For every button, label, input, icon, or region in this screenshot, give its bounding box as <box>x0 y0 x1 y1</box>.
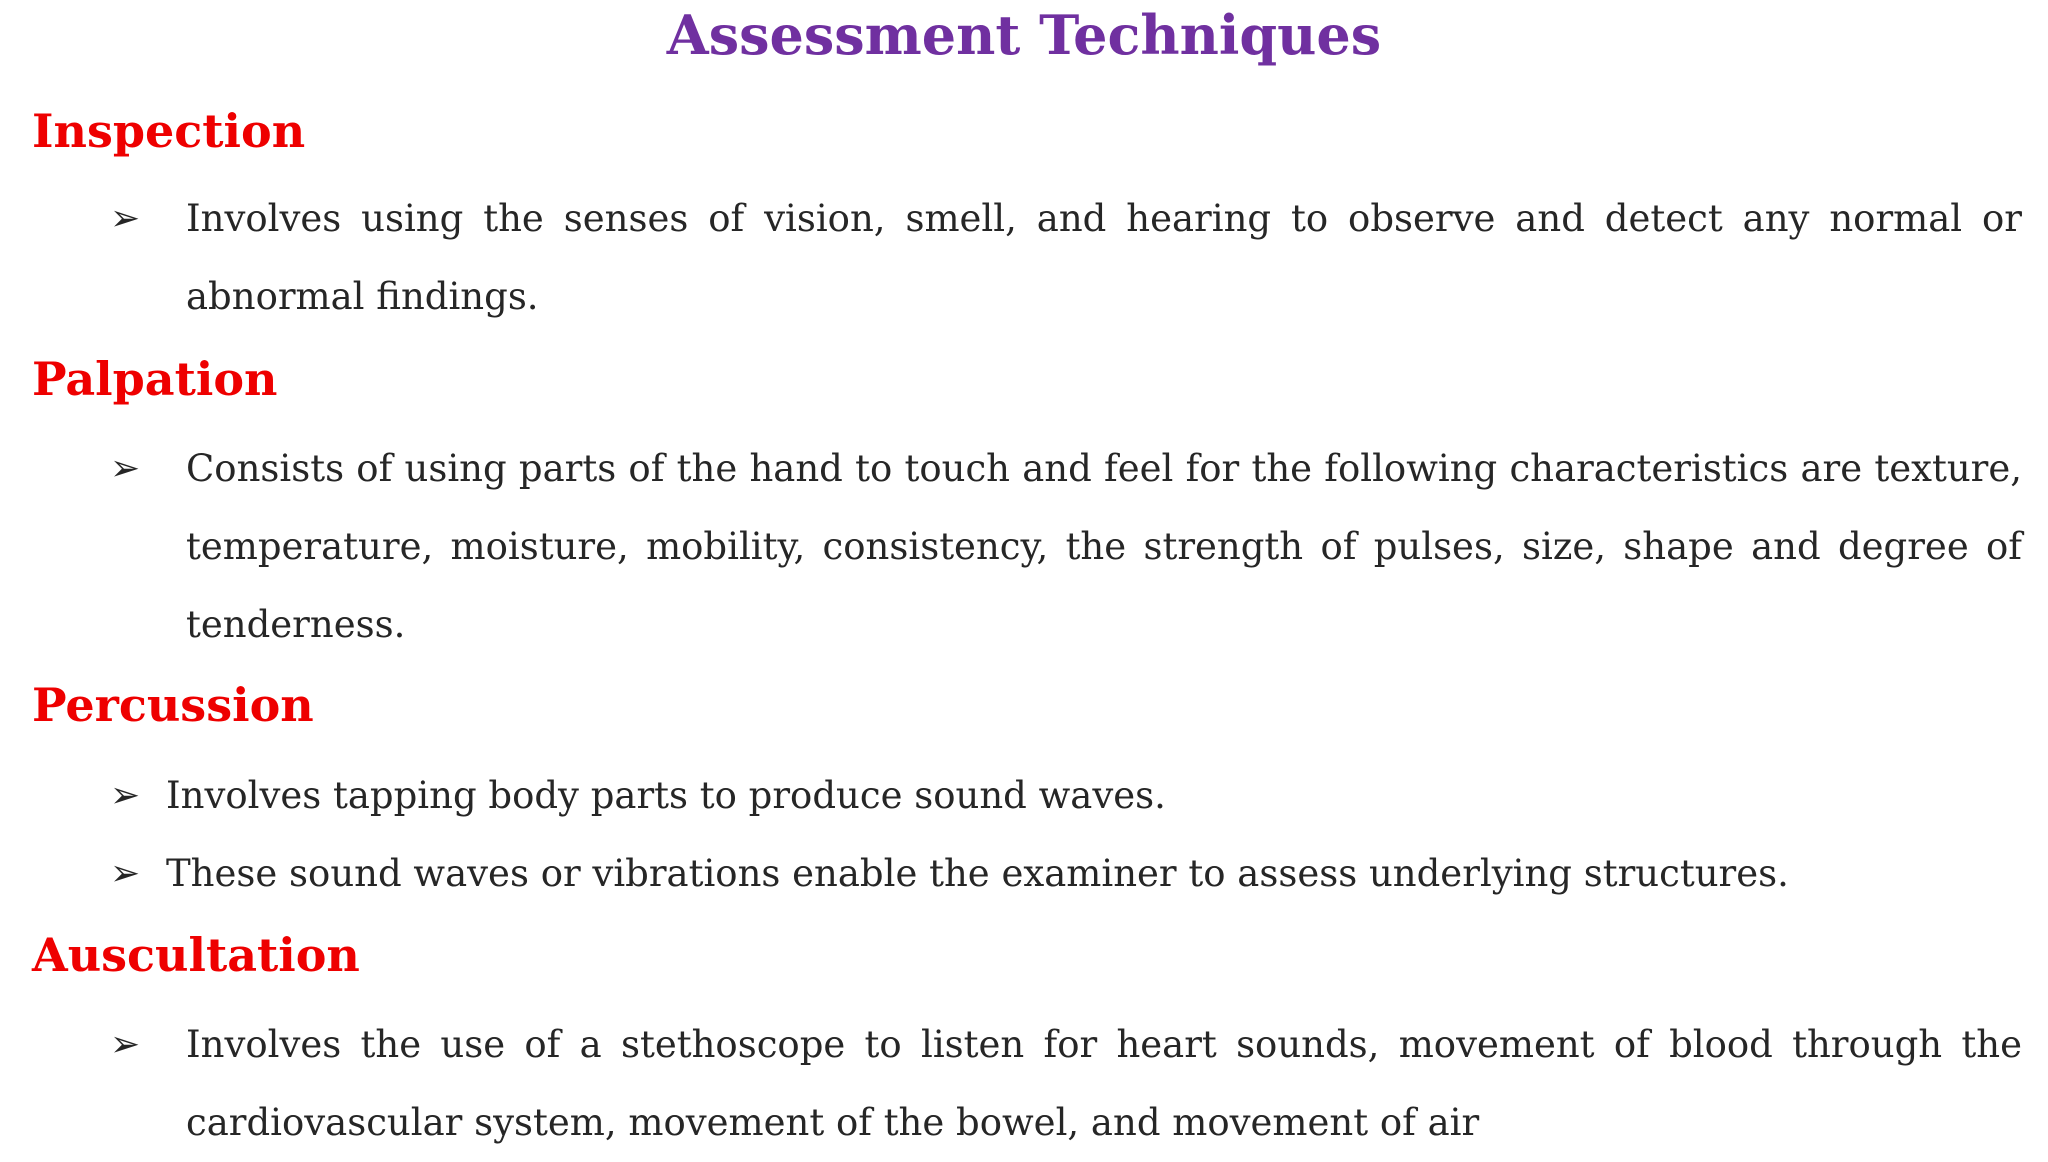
bullet-text: Consists of using parts of the hand to touch and feel for the following characteristics are texture, temperature, moisture, mobility, consistency, the strength of pulses, size, shape and degree of tenderness. <box>186 447 2022 646</box>
bullet-text: Involves using the senses of vision, smell, and hearing to observe and detect any normal or abnormal findings. <box>186 197 2022 318</box>
arrow-bullet-icon: ➢ <box>110 448 141 489</box>
bullet-text: These sound waves or vibrations enable the examiner to assess underlying structures. <box>166 852 1789 895</box>
section-heading-percussion: Percussion <box>32 678 314 732</box>
section-heading-palpation: Palpation <box>32 352 278 406</box>
bullet-text: Involves the use of a stethoscope to listen for heart sounds, movement of blood through the cardiovascular system, movement of the bowel, and movement of air <box>186 1023 2022 1144</box>
arrow-bullet-icon: ➢ <box>110 198 141 239</box>
section-heading-inspection: Inspection <box>32 104 306 158</box>
bullet-text: Involves tapping body parts to produce sound waves. <box>166 774 1166 817</box>
section-heading-auscultation: Auscultation <box>32 928 360 982</box>
arrow-bullet-icon: ➢ <box>110 775 141 816</box>
page-title: Assessment Techniques <box>666 3 1382 67</box>
arrow-bullet-icon: ➢ <box>110 853 141 894</box>
arrow-bullet-icon: ➢ <box>110 1024 141 1065</box>
